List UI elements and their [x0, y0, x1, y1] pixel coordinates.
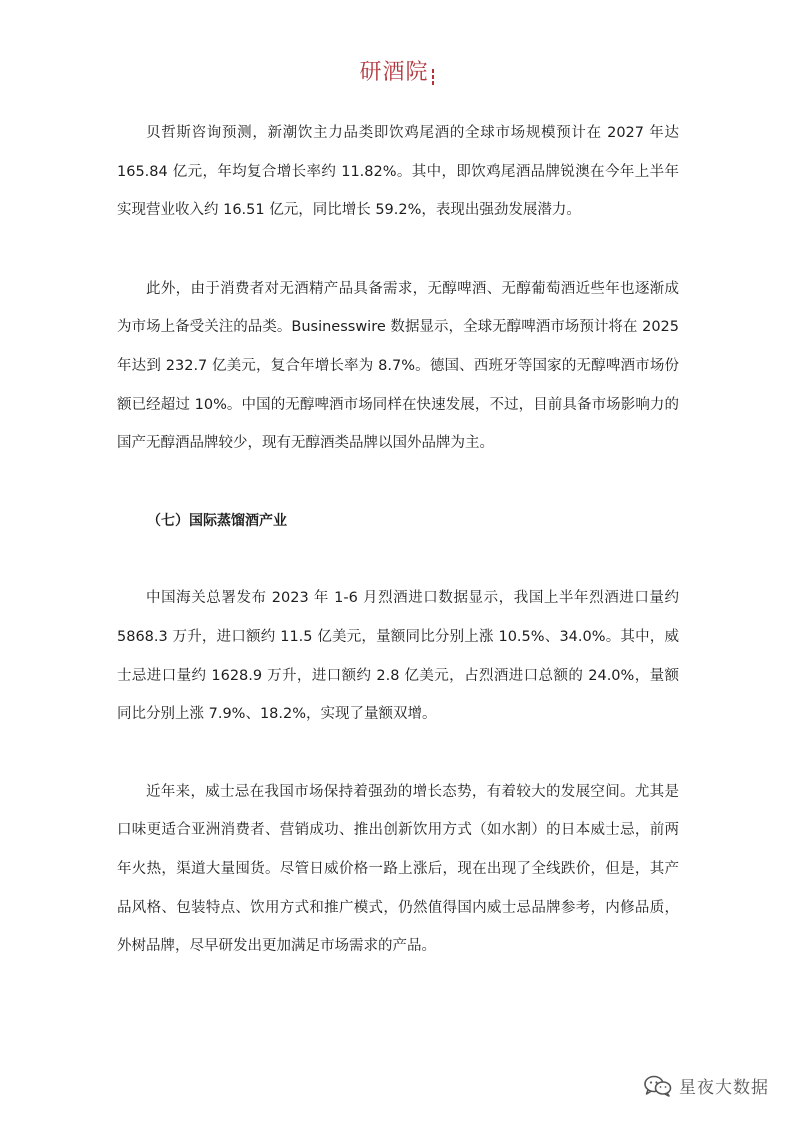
wechat-icon: [643, 1074, 673, 1098]
logo-mark-icon: [432, 64, 434, 86]
header: [0, 60, 793, 86]
paragraph-whisky-trend: 近年来，威士忌在我国市场保持着强劲的增长态势，有着较大的发展空间。尤其是口味更适合亚洲消费者、营销成功、推出创新饮用方式（如水割）的日本威士忌，前两年火热，渠道大量囤货。尽管日威价格一路上涨后，现在出现了全线跌价，但是，其产品风格、包装特点、饮用方式和推广模式，仍然值得国内威士忌品牌参考，内修品质，外树品牌，尽早研发出更加满足市场需求的产品。: [117, 783, 679, 955]
watermark: [643, 1073, 769, 1098]
watermark-text: 星夜大数据: [679, 1078, 769, 1098]
section-heading: （七）国际蒸馏酒产业: [147, 512, 287, 529]
logo-text: 研酒院: [359, 60, 429, 85]
paragraph-cocktail-market: 贝哲斯咨询预测，新潮饮主力品类即饮鸡尾酒的全球市场规模预计在 2027 年达 165.84 亿元，年均复合增长率约 11.82%。其中，即饮鸡尾酒品牌锐澳在今年上半年实现营业收入约 16.51 亿元，同比增长 59.2%，表现出强劲发展潜力。: [117, 125, 679, 219]
paragraph-spirits-import: 中国海关总署发布 2023 年 1-6 月烈酒进口数据显示，我国上半年烈酒进口量约 5868.3 万升，进口额约 11.5 亿美元，量额同比分别上涨 10.5%、34.0%。其中，威士忌进口量约 1628.9 万升，进口额约 2.8 亿美元，占烈酒进口总额的 24.0%，量额同比分别上涨 7.9%、18.2%，实现了量额双增。: [117, 590, 679, 723]
logo: [359, 60, 433, 86]
paragraph-non-alcoholic-market: 此外，由于消费者对无酒精产品具备需求，无醇啤酒、无醇葡萄酒近些年也逐渐成为市场上备受关注的品类。Businesswire 数据显示，全球无醇啤酒市场预计将在 2025 年达到 232.7 亿美元，复合年增长率为 8.7%。德国、西班牙等国家的无醇啤酒市场份额已经超过 10%。中国的无醇啤酒市场同样在快速发展，不过，目前具备市场影响力的国产无醇酒品牌较少，现有无醇酒类品牌以国外品牌为主。: [117, 280, 679, 452]
document-body: [117, 114, 679, 966]
